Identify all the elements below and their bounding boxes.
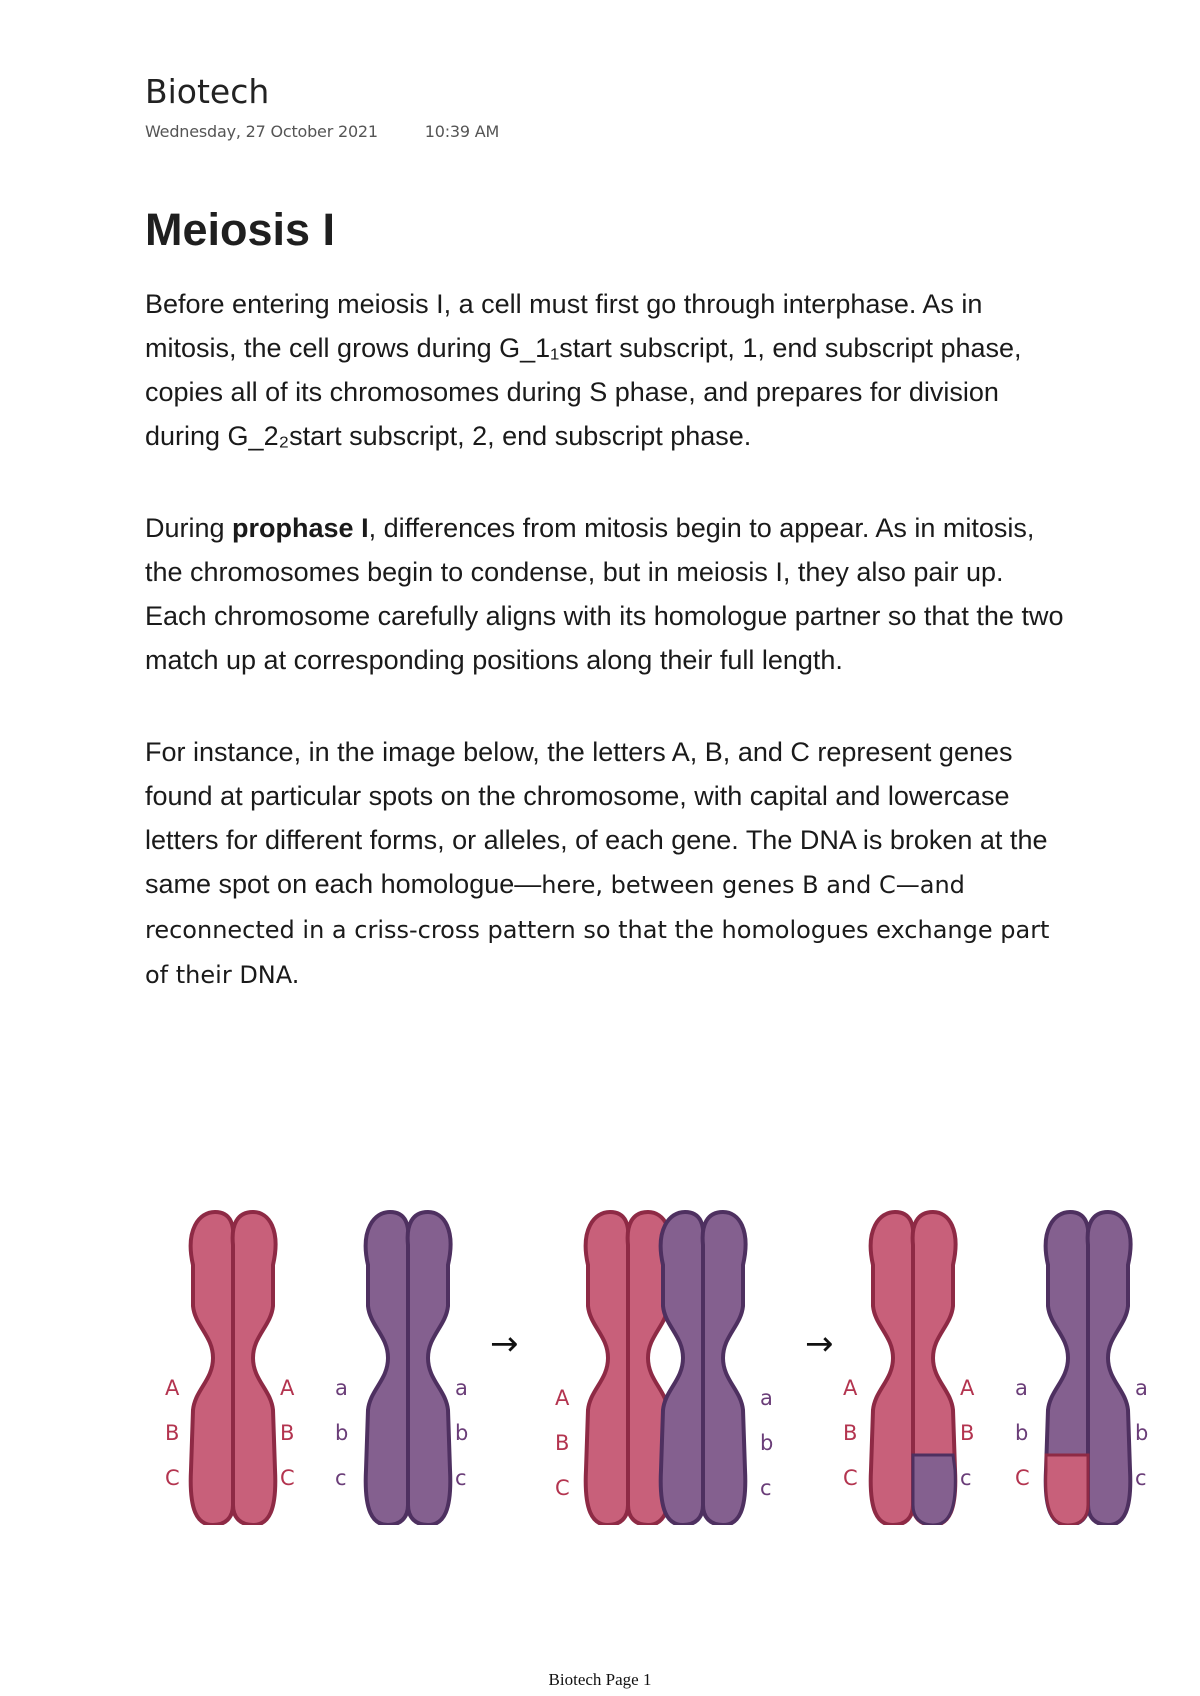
paragraph-prophase-intro: During [145,513,233,544]
label-a-2L: a [335,1376,348,1400]
notebook-title: Biotech [145,72,270,111]
label-c-4R: c [1135,1466,1147,1490]
label-B-3L: B [843,1421,858,1445]
label-C-4L: C [1015,1466,1030,1490]
label-C-3L: C [843,1466,858,1490]
label-A-3L: A [843,1376,858,1400]
paragraph-prophase [145,506,1065,682]
label-B-1R: B [280,1421,295,1445]
paragraph-interphase: Before entering meiosis I, a cell must first go through interphase. As in mitosis, the cell grows during G_1₁start subscript, 1, end subscript phase, copies all of its chromosomes during S phase, and prepares for division during G_2₂start subscript, 2, end subscript phase. [145,289,1022,452]
label-C-1L: C [165,1466,180,1490]
label-C-pair: C [555,1476,570,1500]
chromosome-purple-3 [1046,1212,1131,1525]
arrow-1: → [490,1324,519,1364]
chromosome-purple-2 [661,1212,746,1525]
chromosome-pink-1 [191,1212,276,1525]
paragraph-crossover [145,730,1065,997]
chromosome-pink-3 [871,1212,956,1525]
label-b-2L: b [335,1421,349,1445]
chromosome-purple-1 [366,1212,451,1525]
label-a-4R: a [1135,1376,1148,1400]
label-A-3R: A [960,1376,975,1400]
label-B-pair: B [555,1431,570,1455]
arrow-2: → [805,1324,834,1364]
crossing-over-diagram [165,1195,1165,1525]
label-c-2L: c [335,1466,347,1490]
label-b-4R: b [1135,1421,1149,1445]
page-content [145,72,1065,1045]
page-time: 10:39 AM [424,121,500,141]
label-b-pair: b [760,1431,774,1455]
label-c-pair: c [760,1476,772,1500]
label-a-2R: a [455,1376,468,1400]
page-footer: Biotech Page 1 [548,1670,652,1689]
label-A-1L: A [165,1376,180,1400]
label-b-4L: b [1015,1421,1029,1445]
label-c-2R: c [455,1466,467,1490]
label-a-pair: a [760,1386,773,1410]
label-A-1R: A [280,1376,295,1400]
prophase-term: prophase I [232,513,369,544]
label-a-4L: a [1015,1376,1028,1400]
label-A-pair: A [555,1386,570,1410]
paragraph-crossover-main: For instance, in the image below, the letters A, B, and C represent genes found at particular spots on the chromosome, with capital and lowercase letters for different forms, or alleles, of each gene. The DNA is broken at the same spot on each homologue— [145,737,1048,900]
label-C-1R: C [280,1466,295,1490]
label-c-3R: c [960,1466,972,1490]
page-date: Wednesday, 27 October 2021 [145,121,378,141]
paragraph-prophase-body: , differences from mitosis begin to appear. As in mitosis, the chromosomes begin to condense, but in meiosis I, they also pair up. Each chromosome carefully aligns with its homologue partner so that the two match up at corresponding positions along their full length. [145,513,1064,676]
label-B-1L: B [165,1421,180,1445]
section-heading: Meiosis I [145,203,336,255]
label-B-3R: B [960,1421,975,1445]
label-b-2R: b [455,1421,469,1445]
paragraph-crossover-tail: here, between genes B and C—and reconnected in a criss-cross pattern so that the homologues exchange part of their DNA. [145,871,1050,990]
page-meta [145,122,1065,141]
chromosome-pink-2 [586,1212,671,1525]
